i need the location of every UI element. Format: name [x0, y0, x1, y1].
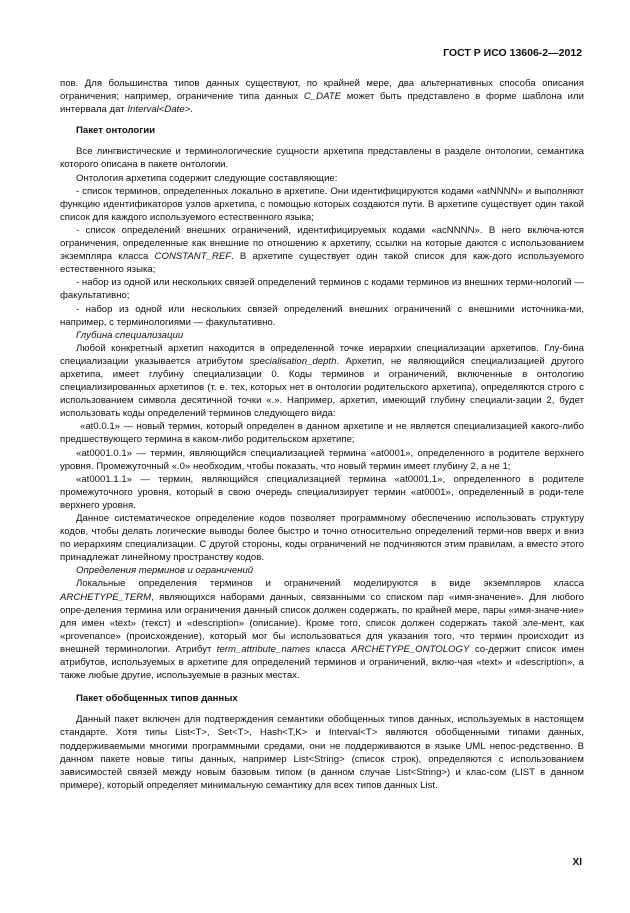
list-item: - список определений внешних ограничений, идентифицируемых кодами «acNNNN». В него включа-ются ограничения, определенные как внешние по отношению к архетипу, ссылки на которые даются с использованием экземпляра класса CONSTANT_REF. В архетипе существует один такой список для каж-дого используемого естественного языка; — [60, 224, 584, 276]
code-term: Interval<Date> — [127, 104, 191, 116]
example-item: «at0001.1.1» — термин, являющийся специализацией термина «at0001.1», определенного в родителе промежуточного уровня, который в свою очередь специализирует термин «at0001», определенный в роди-теле верхнего уровня. — [60, 473, 584, 511]
document-body — [60, 77, 584, 792]
standard-header: ГОСТ Р ИСО 13606-2—2012 — [443, 47, 582, 59]
page-number: XI — [572, 857, 582, 868]
code-term: specialisation_depth — [249, 355, 337, 367]
code-term: term_attribute_names — [216, 643, 311, 655]
code-term: ARCHETYPE_TERM — [60, 591, 152, 603]
example-item: «at0.0.1» — новый термин, который определен в данном архетипе и не является специализацией какого-либо предшествующего термина в каком-либо родительском архетипе; — [60, 421, 584, 446]
list-item: - набор из одной или нескольких связей определений терминов с кодами терминов из внешних терми-нологий — факультативно; — [60, 277, 584, 302]
intro-paragraph: пов. Для большинства типов данных существуют, по крайней мере, два альтернативных способа описания ограничения; например, ограничение типа данных C_DATE может быть представлено в форме шаблона или интервала дат Interval<Date>. — [60, 78, 585, 116]
section-heading-generic: Пакет обобщенных типов данных — [76, 693, 238, 705]
example-item: «at0001.0.1» — термин, являющийся специализацией термина «at0001», определенного в родителе верхнего уровня. Промежуточный «.0» необходим, чтобы показать, что новый термин имеет глубину 2, а не 1; — [60, 447, 584, 472]
paragraph: Любой конкретный архетип находится в определенной точке иерархии специализации архетипов. Глу-бина специализации указывается атрибутом specialisation_depth. Архетип, не являющийся специализацией другого архетипа, имеет глубину специализации 0. Коды терминов и ограничений, включенные в онтологию специализированных архетипов (т. е. тех, которых нет в онтологии родительского архетипа), определяются строго с использованием символа десятичной точки «.». Например, архетип, имеющий глубину специали-зации 2, будет использовать коды определений терминов следующего вида: — [60, 342, 584, 420]
paragraph: Все лингвистические и терминологические сущности архетипа представлены в разделе онтологии, семантика которого описана в пакете онтологии. — [60, 146, 584, 171]
list-item: - набор из одной или нескольких связей определений внешних ограничений с внешними источника-ми, например, с терминологиями — факультативно. — [60, 303, 584, 328]
subheading-definitions: Определения терминов и ограничений — [76, 565, 254, 577]
paragraph: Данное систематическое определение кодов позволяет программному обеспечению использовать структуру кодов, чтобы делать логические выводы более быстро и точно относительно определений терми-нов вверх и вниз по иерархиям специализации. С другой стороны, коды ограничений не подчиняются этим правилам, а вместо этого принадлежат линейному пространству кодов. — [60, 513, 584, 564]
paragraph: Онтология архетипа содержит следующие составляющие: — [76, 172, 338, 184]
code-term: CONSTANT_REF — [154, 251, 232, 263]
code-term: C_DATE — [303, 91, 342, 103]
paragraph: Локальные определения терминов и ограничений моделируются в виде экземпляров класса ARCHETYPE_TERM, являющихся наборами данных, связанными со списком пар «имя-значение». Для любого опре-деления термина или ограничения данный список должен содержать, по крайней мере, пары «имя-значе-ние» для имен «text» (текст) и «description» (описание). Кроме того, список должен содержать такой эле-мент, как «provenance» (происхождение), который мог бы использоваться для указания того, что термин происходит из внешней терминологии. Атрибут term_attribute_names класса ARCHETYPE_ONTOLOGY со-держит список имен атрибутов, используемых в архетипе для определений терминов и ограничений, вклю-чая «text» и «description», а также любые другие, используемые в разных местах. — [60, 578, 585, 682]
code-term: ARCHETYPE_ONTOLOGY — [351, 643, 470, 655]
paragraph: Данный пакет включен для подтверждения семантики обобщенных типов данных, используемых в настоящем стандарте. Хотя типы List<T>, Set<T>, Hash<T,K> и Interval<T> являются обобщенными типами данных, поддерживаемыми многими программными средами, они не поддерживаются в языке UML непос-редственно. В данном пакете новые типы данных, например List<String> (список строк), определяются с использованием зависимостей связей между новым базовым типом (в данном случае List<String>) и клас-сом (LIST в данном примере), который определяет минимальную семантику для всех типов данных List. — [60, 714, 584, 791]
section-heading-ontology: Пакет онтологии — [76, 125, 156, 137]
subheading-depth: Глубина специализации — [76, 329, 184, 341]
list-item: - список терминов, определенных локально в архетипе. Они идентифицируются кодами «atNNNN» и выполняют функцию идентификаторов узлов архетипа, с помощью которых создаются пути. В архетипе существует один такой список для каждого используемого естественного языка; — [60, 185, 584, 223]
